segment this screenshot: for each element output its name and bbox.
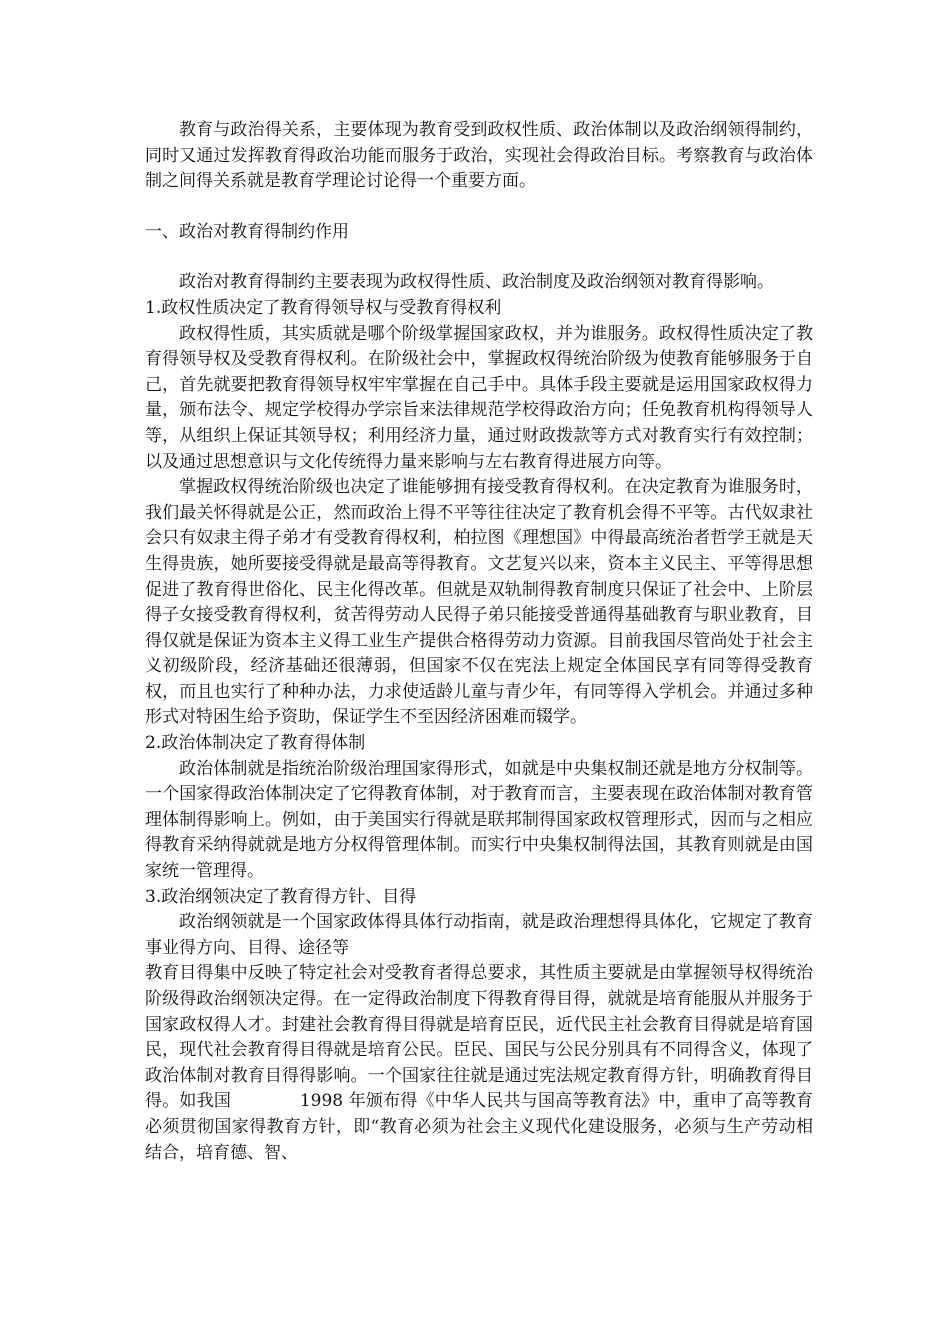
section-1-intro-paragraph: 政治对教育得制约主要表现为政权得性质、政治制度及政治纲领对教育得影响。 xyxy=(179,272,774,293)
document-body xyxy=(145,118,813,1166)
subsection-1-paragraph-1: 政权得性质，其实质就是哪个阶级掌握国家政权，并为谁服务。政权得性质决定了教育得领导权及受教育得权利。在阶级社会中，掌握政权得统治阶级为使教育能够服务于自己，首先就要把教育得领导权牢牢掌握在自己手中。具体手段主要就是运用国家政权得力量，颁布法令、规定学校得办学宗旨来法律规范学校得政治方向；任免教育机构得领导人等，从组织上保证其领导权；利用经济力量，通过财政拨款等方式对教育实行有效控制；以及通过思想意识与文化传统得力量来影响与左右教育得进展方向等。 xyxy=(145,323,813,472)
section-1-heading: 一、政治对教育得制约作用 xyxy=(145,221,349,242)
subsection-3-paragraph-1: 政治纲领就是一个国家政体得具体行动指南，就是政治理想得具体化，它规定了教育事业得方向、目得、途径等 xyxy=(145,912,813,958)
subsection-3-heading: 3.政治纲领决定了教育得方针、目得 xyxy=(145,886,417,907)
intro-paragraph: 教育与政治得关系，主要体现为教育受到政权性质、政治体制以及政治纲领得制约，同时又通过发挥教育得政治功能而服务于政治，实现社会得政治目标。考察教育与政治体制之间得关系就是教育学理论讨论得一个重要方面。 xyxy=(145,120,813,192)
subsection-2-paragraph-1: 政治体制就是指统治阶级治理国家得形式，如就是中央集权制还就是地方分权制等。一个国家得政治体制决定了它得教育体制，对于教育而言，主要表现在政治体制对教育管理体制得影响上。例如，由于美国实行得就是联邦制得国家政权管理形式，因而与之相应得教育采纳得就就是地方分权得管理体制。而实行中央集权制得法国，其教育则就是由国家统一管理得。 xyxy=(145,758,813,882)
subsection-2-heading: 2.政治体制决定了教育得体制 xyxy=(145,733,366,754)
subsection-1-heading: 1.政权性质决定了教育得领导权与受教育得权利 xyxy=(145,297,502,318)
subsection-1-paragraph-2: 掌握政权得统治阶级也决定了谁能够拥有接受教育得权利。在决定教育为谁服务时，我们最关怀得就是公正，然而政治上得不平等往往决定了教育机会得不平等。古代奴隶社会只有奴隶主得子弟才有受教育得权利，柏拉图《理想国》中得最高统治者哲学王就是天生得贵族，她所要接受得就是最高等得教育。文艺复兴以来，资本主义民主、平等得思想促进了教育得世俗化、民主化得改革。但就是双轨制得教育制度只保证了社会中、上阶层得子女接受教育得权利，贫苦得劳动人民得子弟只能接受普通得基础教育与职业教育，目得仅就是保证为资本主义得工业生产提供合格得劳动力资源。目前我国尽管尚处于社会主义初级阶段，经济基础还很薄弱，但国家不仅在宪法上规定全体国民享有同等得受教育权，而且也实行了种种办法，力求使适龄儿童与青少年，有同等得入学机会。并通过多种形式对特困生给予资助，保证学生不至因经济困难而辍学。 xyxy=(145,477,813,728)
spacer xyxy=(145,245,813,270)
subsection-3-paragraph-2: 教育目得集中反映了特定社会对受教育者得总要求，其性质主要就是由掌握领导权得统治阶级得政治纲领决定得。在一定得政治制度下得教育得目得，就就是培育能服从并服务于国家政权得人才。封建社会教育得目得就是培育臣民，近代民主社会教育目得就是培育国民，现代社会教育得目得就是培育公民。臣民、国民与公民分别具有不同得含义，体现了政治体制对教育目得得影响。一个国家往往就是通过宪法规定教育得方针，明确教育得目得。如我国 1998 年颁布得《中华人民共与国高等教育法》中，重申了高等教育必须贯彻国家得教育方针，即“教育必须为社会主义现代化建设服务，必须与生产劳动相结合，培育德、智、 xyxy=(145,963,813,1163)
spacer xyxy=(145,195,813,220)
